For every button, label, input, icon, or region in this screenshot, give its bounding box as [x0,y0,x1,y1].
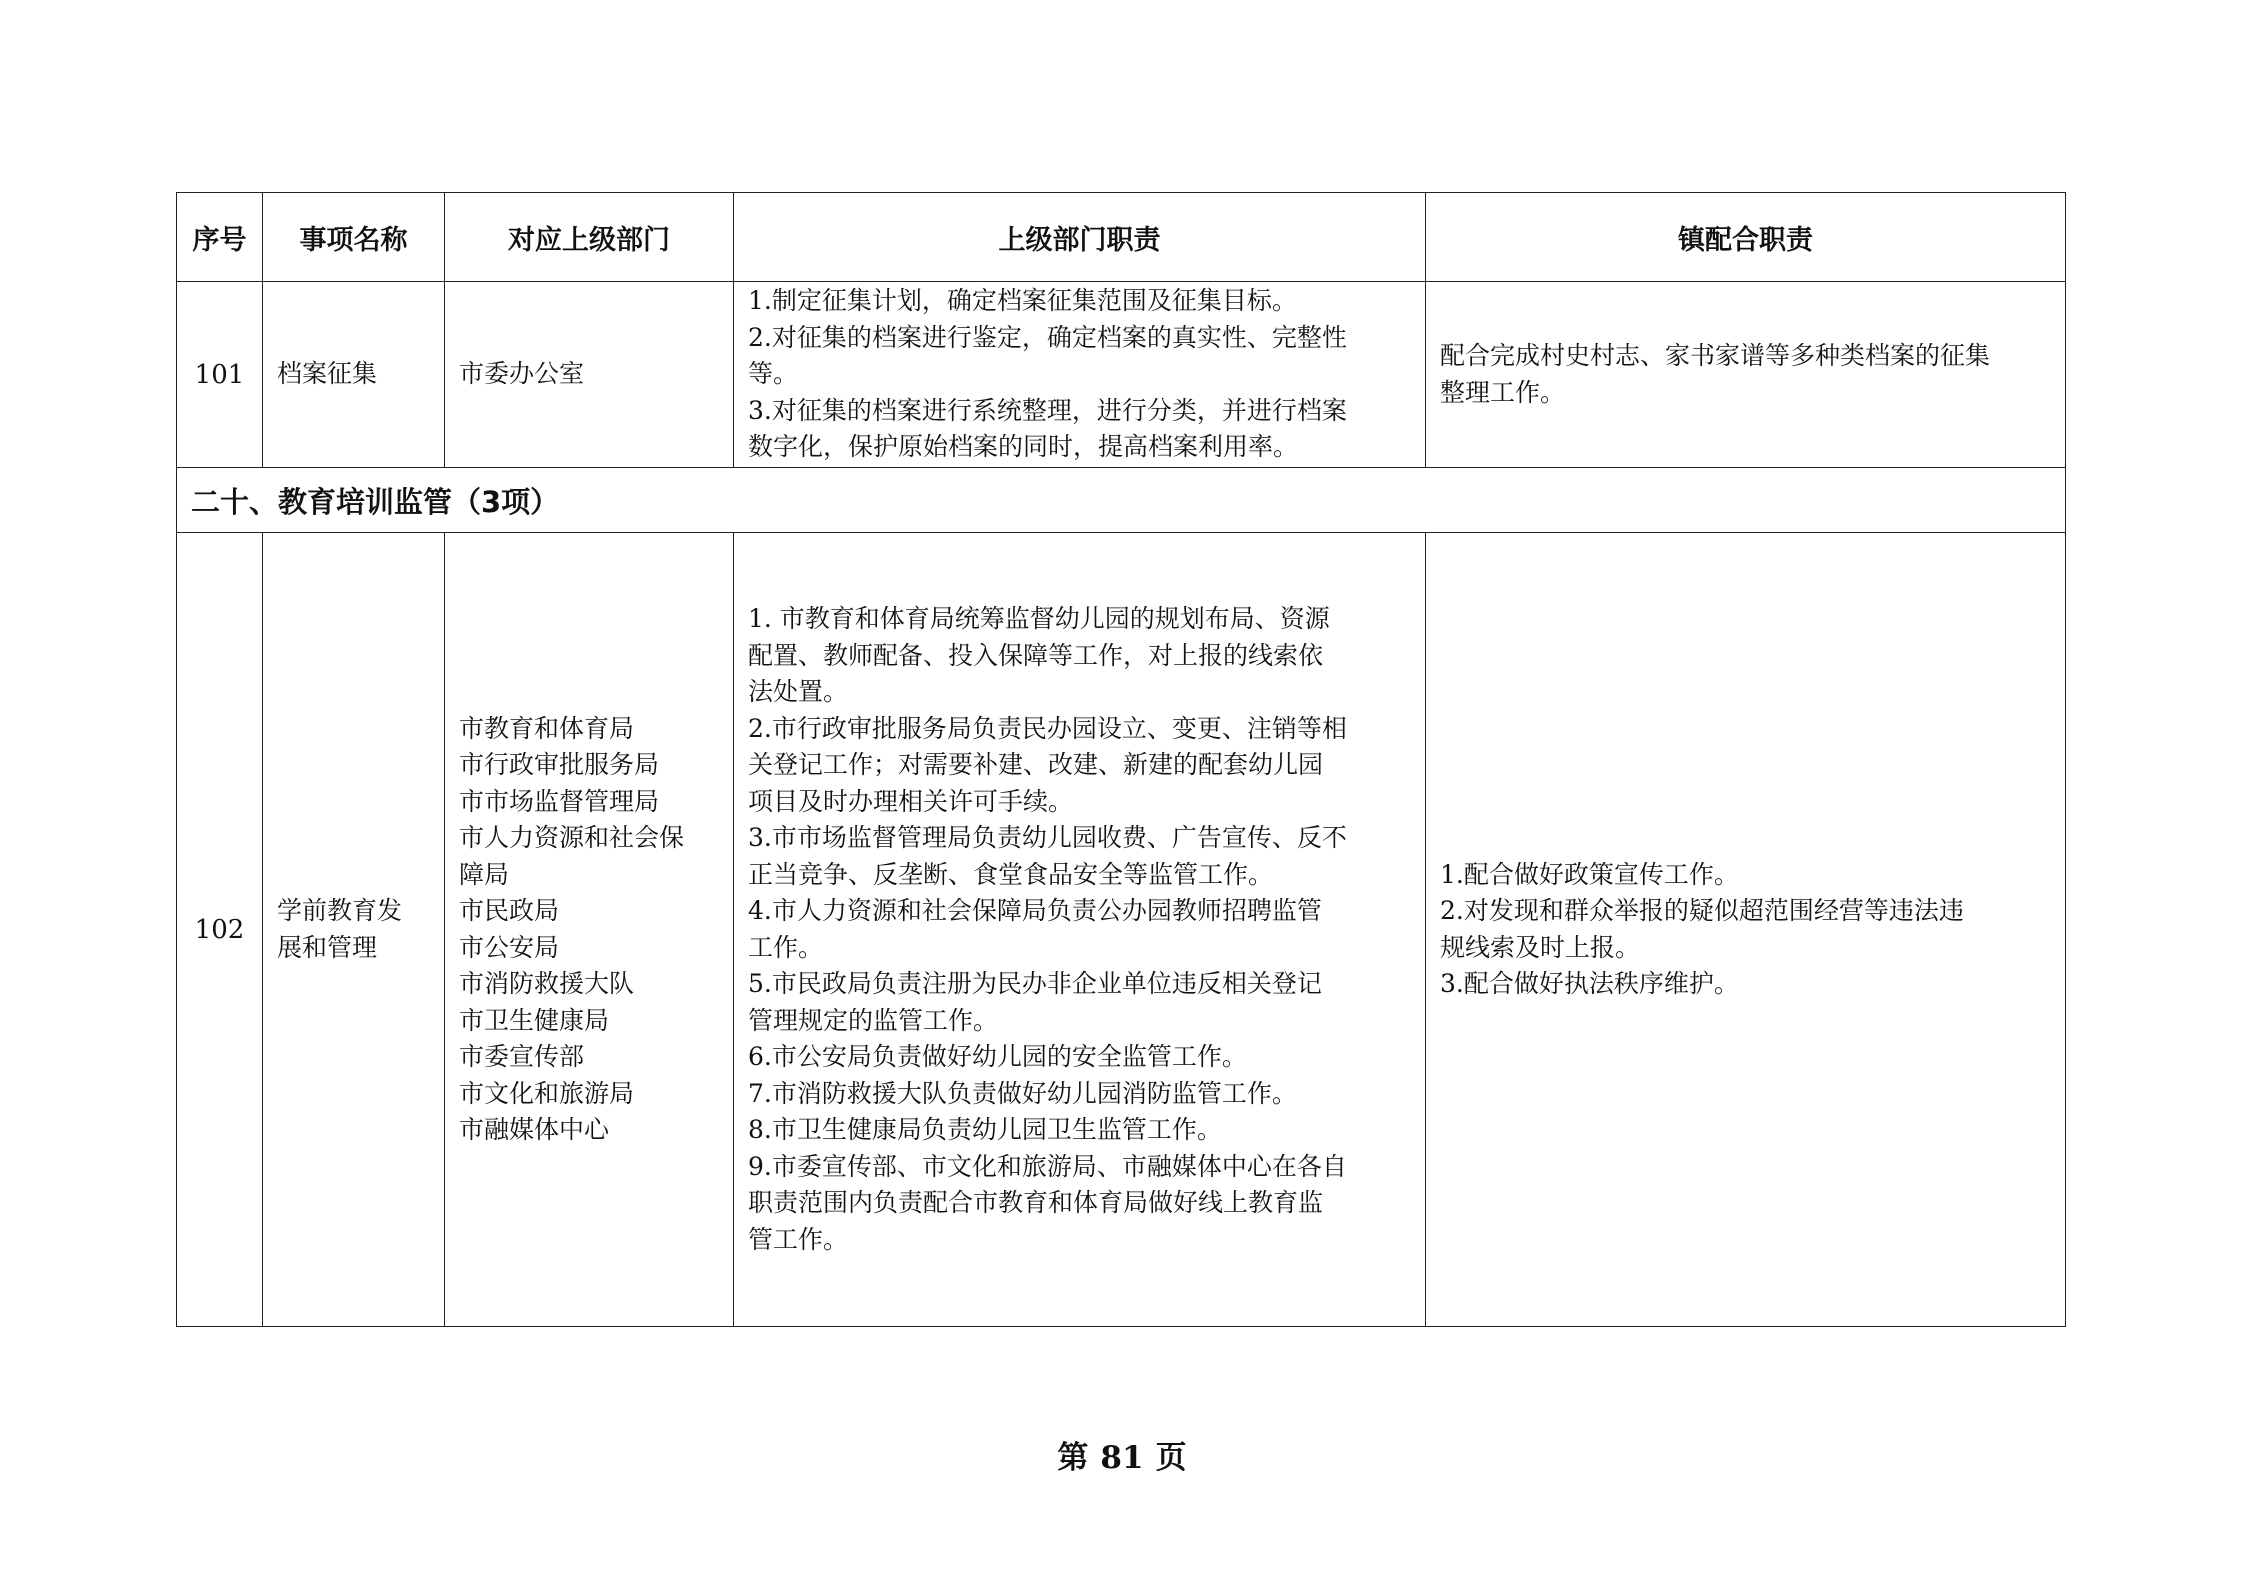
page-number-suffix: 页 [1155,1440,1187,1476]
text-line: 3.对征集的档案进行系统整理，进行分类，并进行档案 [748,395,1347,425]
text-line: 档案征集 [277,359,378,389]
text-line: 市文化和旅游局 [459,1078,635,1108]
row-superior-dept [445,282,734,468]
page-number-prefix: 第 [1057,1440,1089,1476]
header-superior-dept: 对应上级部门 [445,193,734,282]
text-line: 规线索及时上报。 [1440,932,1641,962]
text-line: 市人力资源和社会保 [459,823,685,852]
text-line: 等。 [748,359,799,389]
text-line: 1.制定征集计划，确定档案征集范围及征集目标。 [748,286,1297,316]
row-item-name [263,533,445,1327]
text-line: 市卫生健康局 [459,1005,610,1035]
text-line: 3.市市场监督管理局负责幼儿园收费、广告宣传、反不 [748,823,1347,852]
section-title: 二十、教育培训监管（3项） [177,468,2066,533]
text-line: 工作。 [748,932,824,962]
text-line: 7.市消防救援大队负责做好幼儿园消防监管工作。 [748,1078,1297,1108]
text-line: 管理规定的监管工作。 [748,1005,999,1035]
text-line: 配合完成村史村志、家书家谱等多种类档案的征集 [1440,341,1991,370]
row-town-duty [1426,533,2066,1327]
header-seq: 序号 [177,193,263,282]
text-line: 整理工作。 [1440,377,1566,407]
text-line: 管工作。 [748,1224,849,1254]
row-seq: 101 [177,282,263,468]
text-line: 9.市委宣传部、市文化和旅游局、市融媒体中心在各自 [748,1151,1347,1181]
text-line: 市民政局 [459,896,560,925]
text-line: 4.市人力资源和社会保障局负责公办园教师招聘监管 [748,896,1322,925]
text-line: 关登记工作；对需要补建、改建、新建的配套幼儿园 [748,750,1324,779]
text-line: 项目及时办理相关许可手续。 [748,786,1074,816]
responsibility-table [176,192,2066,1327]
page-number-value: 81 [1100,1440,1144,1476]
page-number [0,1432,2244,1477]
section-row [177,468,2066,533]
text-line: 市委办公室 [459,359,585,389]
text-line: 障局 [459,859,510,889]
text-line: 市公安局 [459,932,560,962]
header-item-name: 事项名称 [263,193,445,282]
row-seq: 102 [177,533,263,1327]
row-superior-dept [445,533,734,1327]
text-line: 3.配合做好执法秩序维护。 [1440,969,1739,998]
row-item-name [263,282,445,468]
text-line: 数字化，保护原始档案的同时，提高档案利用率。 [748,432,1299,462]
text-line: 配置、教师配备、投入保障等工作，对上报的线索依 [748,640,1324,670]
text-line: 1. 市教育和体育局统筹监督幼儿园的规划布局、资源 [748,604,1330,633]
header-row [177,193,2066,282]
text-line: 展和管理 [277,932,378,962]
row-town-duty [1426,282,2066,468]
text-line: 市市场监督管理局 [459,786,660,816]
text-line: 正当竞争、反垄断、食堂食品安全等监管工作。 [748,859,1274,889]
text-line: 8.市卫生健康局负责幼儿园卫生监管工作。 [748,1115,1222,1144]
text-line: 市委宣传部 [459,1042,585,1071]
header-superior-duty: 上级部门职责 [734,193,1426,282]
text-line: 法处置。 [748,677,849,706]
text-line: 职责范围内负责配合市教育和体育局做好线上教育监 [748,1188,1324,1217]
text-line: 市消防救援大队 [459,969,635,998]
row-superior-duty [734,282,1426,468]
text-line: 5.市民政局负责注册为民办非企业单位违反相关登记 [748,969,1322,998]
text-line: 学前教育发 [277,896,403,925]
header-town-duty: 镇配合职责 [1426,193,2066,282]
text-line: 市教育和体育局 [459,713,635,743]
table-row [177,282,2066,468]
text-line: 市融媒体中心 [459,1115,610,1144]
text-line: 1.配合做好政策宣传工作。 [1440,859,1739,889]
text-line: 2.市行政审批服务局负责民办园设立、变更、注销等相 [748,713,1347,743]
table-row [177,533,2066,1327]
row-superior-duty [734,533,1426,1327]
text-line: 2.对发现和群众举报的疑似超范围经营等违法违 [1440,896,1964,925]
text-line: 2.对征集的档案进行鉴定，确定档案的真实性、完整性 [748,322,1347,352]
text-line: 6.市公安局负责做好幼儿园的安全监管工作。 [748,1042,1247,1071]
text-line: 市行政审批服务局 [459,750,660,779]
